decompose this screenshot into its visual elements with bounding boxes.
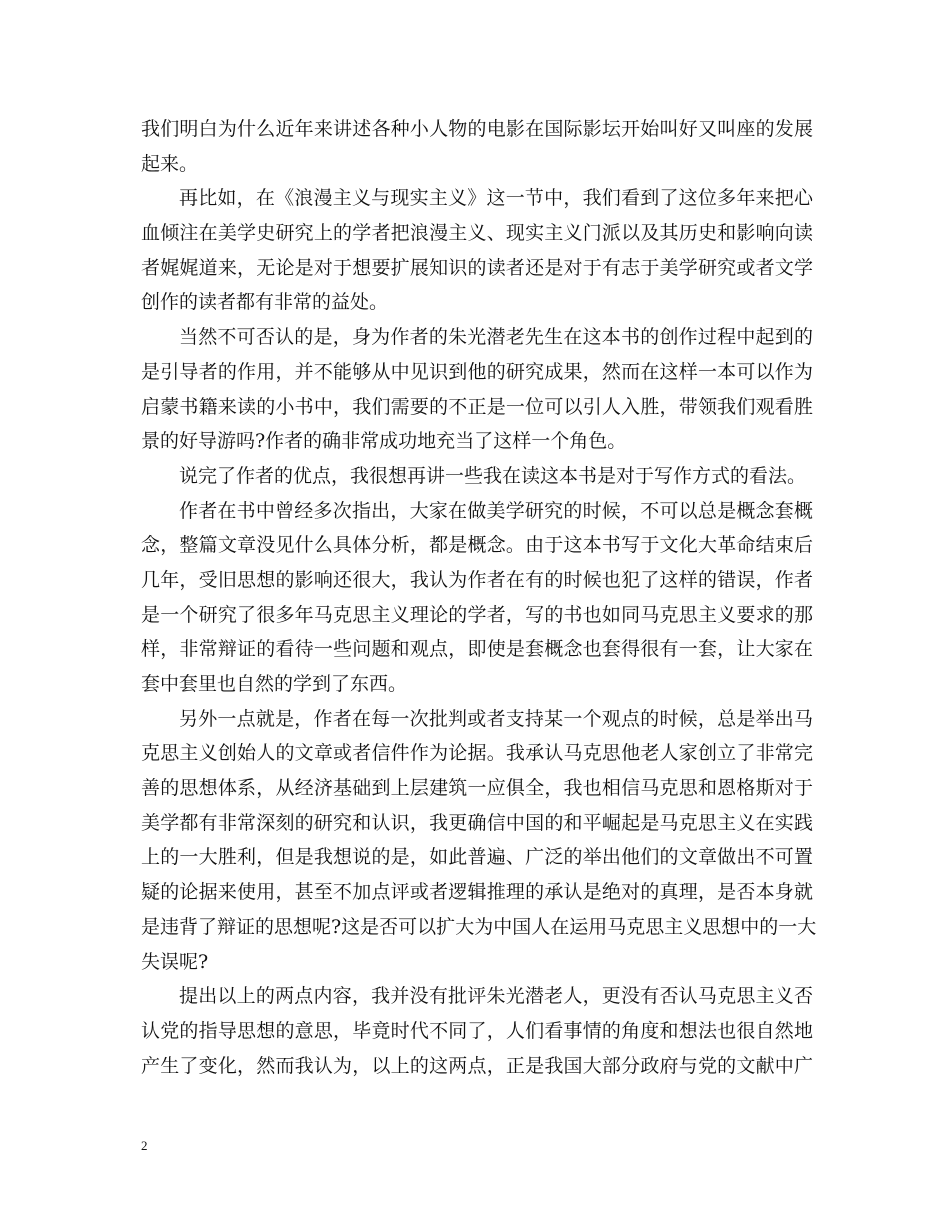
text-line: 念，整篇文章没见什么具体分析，都是概念。由于这本书写于文化大革命结束后 xyxy=(141,534,813,557)
text-line: 善的思想体系，从经济基础到上层建筑一应俱全，我也相信马克思和恩格斯对于 xyxy=(141,777,813,800)
text-line: 疑的论据来使用，甚至不加点评或者逻辑推理的承认是绝对的真理，是否本身就 xyxy=(141,881,813,904)
text-line: 当然不可否认的是，身为作者的朱光潜老先生在这本书的创作过程中起到的 xyxy=(179,326,813,349)
text-line: 起来。 xyxy=(141,152,199,175)
text-line: 上的一大胜利，但是我想说的是，如此普遍、广泛的举出他们的文章做出不可置 xyxy=(141,846,813,869)
text-line: 认党的指导思想的意思，毕竟时代不同了，人们看事情的角度和想法也很自然地 xyxy=(141,1019,813,1042)
text-line: 套中套里也自然的学到了东西。 xyxy=(141,673,408,695)
text-line: 是一个研究了很多年马克思主义理论的学者，写的书也如同马克思主义要求的那 xyxy=(141,603,813,626)
text-line: 说完了作者的优点，我很想再讲一些我在读这本书是对于写作方式的看法。 xyxy=(179,464,807,487)
text-line: 是引导者的作用，并不能够从中见识到他的研究成果，然而在这样一本可以作为 xyxy=(141,360,813,383)
text-line: 再比如，在《浪漫主义与现实主义》这一节中，我们看到了这位多年来把心 xyxy=(179,187,813,210)
text-line: 克思主义创始人的文章或者信件作为论据。我承认马克思他老人家创立了非常完 xyxy=(141,742,813,765)
text-line: 启蒙书籍来读的小书中，我们需要的不正是一位可以引人入胜，带领我们观看胜 xyxy=(141,395,813,418)
text-line: 创作的读者都有非常的益处。 xyxy=(141,291,389,314)
text-line: 产生了变化，然而我认为，以上的这两点，正是我国大部分政府与党的文献中广 xyxy=(141,1054,813,1077)
text-line: 几年，受旧思想的影响还很大，我认为作者在有的时候也犯了这样的错误，作者 xyxy=(141,568,813,591)
text-line: 作者在书中曾经多次指出，大家在做美学研究的时候，不可以总是概念套概 xyxy=(179,499,813,522)
page-number: 2 xyxy=(141,1138,148,1153)
text-line: 血倾注在美学史研究上的学者把浪漫主义、现实主义门派以及其历史和影响向读 xyxy=(141,222,813,245)
text-line: 样，非常辩证的看待一些问题和观点，即使是套概念也套得很有一套，让大家在 xyxy=(141,638,813,661)
text-line: 另外一点就是，作者在每一次批判或者支持某一个观点的时候，总是举出马 xyxy=(179,707,813,730)
text-line: 美学都有非常深刻的研究和认识，我更确信中国的和平崛起是马克思主义在实践 xyxy=(141,811,813,834)
text-line: 是违背了辩证的思想呢?这是否可以扩大为中国人在运用马克思主义思想中的一大 xyxy=(141,915,817,938)
text-line: 我们明白为什么近年来讲述各种小人物的电影在国际影坛开始叫好又叫座的发展 xyxy=(141,118,813,140)
text-line: 失误呢? xyxy=(141,950,209,973)
text-line: 者娓娓道来，无论是对于想要扩展知识的读者还是对于有志于美学研究或者文学 xyxy=(141,256,813,279)
body-text xyxy=(141,112,817,1083)
text-line: 景的好导游吗?作者的确非常成功地充当了这样一个角色。 xyxy=(141,430,627,453)
text-line: 提出以上的两点内容，我并没有批评朱光潜老人，更没有否认马克思主义否 xyxy=(179,985,813,1008)
